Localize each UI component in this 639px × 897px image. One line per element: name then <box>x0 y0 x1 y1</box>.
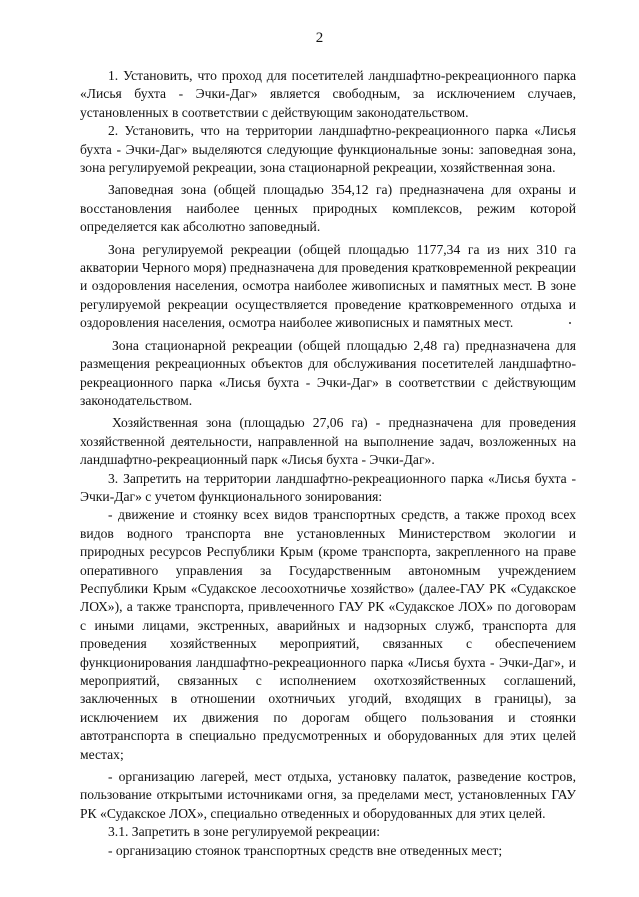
paragraph-reserved-zone: Заповедная зона (общей площадью 354,12 га) предназначена для охраны и восстановления наиболее ценных природных комплексов, режим которой определяется как абсолютно заповедный. <box>80 182 576 235</box>
scan-speck <box>569 322 571 324</box>
paragraph-regulated-recreation-zone: Зона регулируемой рекреации (общей площадью 1177,34 га из них 310 га акватории Черного моря) предназначена для проведения кратковременной рекреации и оздоровления населения, осмотра наиболее живописных и памятных мест. В зоне регулируемой рекреации осуществляется проведение кратковременного отдыха и оздоровления населения, осмотра наиболее живописных и памятных мест. <box>80 241 576 331</box>
paragraph-3-prohibitions: 3. Запретить на территории ландшафтно-рекреационного парка «Лисья бухта - Эчки-Даг» с учетом функционального зонирования: <box>80 470 576 504</box>
paragraph-3-1-regulated-zone-prohibitions: 3.1. Запретить в зоне регулируемой рекреации: <box>108 824 380 840</box>
paragraph-economic-zone: Хозяйственная зона (площадью 27,06 га) - предназначена для проведения хозяйственной деятельности, направленной на выполнение задач, возложенных на ландшафтно-рекреационный парк «Лисья бухта - Эчки-Даг». <box>80 415 576 468</box>
list-item-parking-prohibition: - организацию стоянок транспортных средств вне отведенных мест; <box>108 842 503 858</box>
list-item-transport-prohibition: - движение и стоянку всех видов транспортных средств, а также проход всех видов водного транспорта вне установленных Министерством экологии и природных ресурсов Республики Крым (кроме транспорта, закрепленного на праве оперативного управления за Государственным автономным учреждением Республики Крым «Судакское лесоохотничье хозяйство» (далее-ГАУ РК «Судакское ЛОХ»), а также транспорта, привлеченного ГАУ РК «Судакское ЛОХ» по договорам с иными лицами, экстренных, аварийных и надзорных служб, транспорта для проведения хозяйственных мероприятий, связанных с обеспечением функционирования ландшафтно-рекреационного парка «Лисья бухта - Эчки-Даг», и мероприятий, связанных с исполнением охотхозяйственных соглашений, заключенных в отношении охотничьих угодий, входящих в границы), за исключением их движения по дорогам общего пользования и стоянки автотранспорта в специально предусмотренных и оборудованных для этих целей местах; <box>80 507 576 762</box>
page-number: 2 <box>315 30 324 46</box>
paragraph-1-free-access: 1. Установить, что проход для посетителей ландшафтно-рекреационного парка «Лисья бухта - Эчки-Даг» является свободным, за исключением случаев, установленных в соответствии с действующим законодательством. <box>80 68 576 120</box>
document-body <box>80 67 576 860</box>
paragraph-stationary-recreation-zone: Зона стационарной рекреации (общей площадью 2,48 га) предназначена для размещения рекреационных объектов для обслуживания посетителей ландшафтно-рекреационного парка «Лисья бухта - Эчки-Даг» в соответствии с действующим законодательством. <box>80 337 576 408</box>
list-item-camping-prohibition: - организацию лагерей, мест отдыха, установку палаток, разведение костров, пользование открытыми источниками огня, за пределами мест, установленных ГАУ РК «Судакское ЛОХ», специально отведенных и оборудованных для этих целей. <box>80 769 576 821</box>
paragraph-2-functional-zones: 2. Установить, что на территории ландшафтно-рекреационного парка «Лисья бухта - Эчки-Даг» выделяются следующие функциональные зоны: заповедная зона, зона регулируемой рекреации, зона стационарной рекреации, хозяйственная зона. <box>80 123 576 176</box>
